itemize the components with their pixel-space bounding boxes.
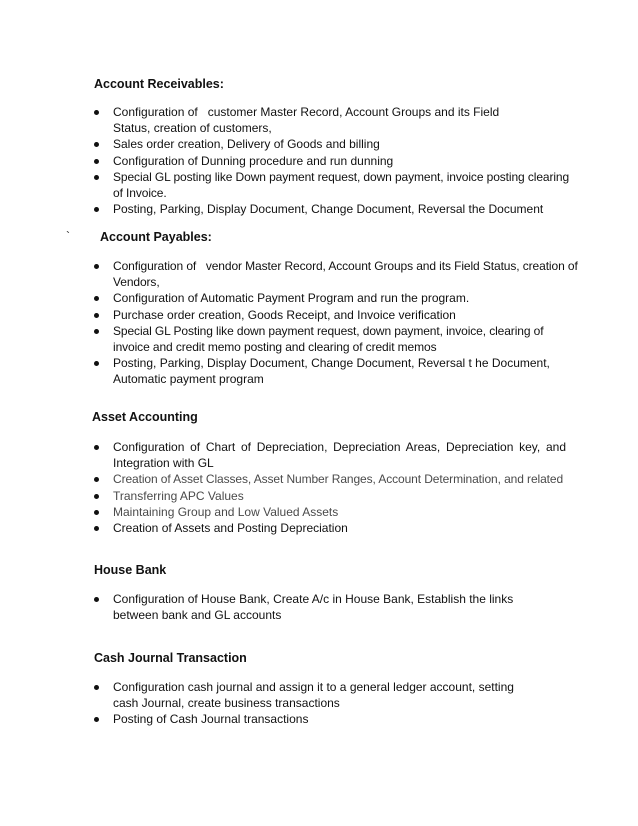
bullet-icon xyxy=(94,445,99,450)
list-item: Configuration of Automatic Payment Program and run the program. xyxy=(94,290,566,306)
list-item: Maintaining Group and Low Valued Assets xyxy=(94,504,566,520)
list-item: Configuration of customer Master Record, Account Groups and its Field Status, creation of customers, xyxy=(94,104,533,136)
bullet-icon xyxy=(94,110,99,115)
bullet-icon xyxy=(94,717,99,722)
list-item: Configuration of Dunning procedure and run dunning xyxy=(94,153,566,169)
bullet-icon xyxy=(94,142,99,147)
list-item: Posting, Parking, Display Document, Change Document, Reversal t he Document, Automatic payment program xyxy=(94,355,553,387)
asset-accounting-list xyxy=(94,439,566,536)
account-payables-list xyxy=(94,258,581,388)
list-item: Transferring APC Values xyxy=(94,488,566,504)
bullet-icon xyxy=(94,296,99,301)
bullet-icon xyxy=(94,159,99,164)
list-item: Configuration cash journal and assign it to a general ledger account, setting cash Journal, create business transactions xyxy=(94,679,541,711)
account-receivables-list xyxy=(94,104,570,217)
cash-journal-list xyxy=(94,679,566,728)
section-heading-account-receivables: Account Receivables: xyxy=(94,77,224,91)
bullet-icon xyxy=(94,361,99,366)
list-item: Posting, Parking, Display Document, Change Document, Reversal the Document xyxy=(94,201,566,217)
bullet-icon xyxy=(94,510,99,515)
list-item: Configuration of House Bank, Create A/c in House Bank, Establish the links between bank and GL accounts xyxy=(94,591,553,623)
stray-backtick-mark: ` xyxy=(66,229,70,243)
list-item: Creation of Assets and Posting Depreciation xyxy=(94,520,566,536)
bullet-icon xyxy=(94,264,99,269)
bullet-icon xyxy=(94,597,99,602)
section-heading-account-payables: Account Payables: xyxy=(100,230,212,244)
bullet-icon xyxy=(94,207,99,212)
bullet-icon xyxy=(94,685,99,690)
bullet-icon xyxy=(94,526,99,531)
bullet-icon xyxy=(94,477,99,482)
section-heading-asset-accounting: Asset Accounting xyxy=(92,410,198,424)
list-item: Sales order creation, Delivery of Goods and billing xyxy=(94,136,566,152)
bullet-icon xyxy=(94,329,99,334)
list-item: Creation of Asset Classes, Asset Number Ranges, Account Determination, and related xyxy=(94,471,566,487)
house-bank-list xyxy=(94,591,566,623)
list-item: Purchase order creation, Goods Receipt, and Invoice verification xyxy=(94,307,566,323)
list-item: Posting of Cash Journal transactions xyxy=(94,711,566,727)
bullet-icon xyxy=(94,175,99,180)
section-heading-house-bank: House Bank xyxy=(94,563,167,577)
bullet-icon xyxy=(94,313,99,318)
section-heading-cash-journal-transaction: Cash Journal Transaction xyxy=(94,651,247,665)
list-item: Configuration of vendor Master Record, Account Groups and its Field Status, creation of Vendors, xyxy=(94,258,579,290)
bullet-icon xyxy=(94,494,99,499)
list-item: Configuration of Chart of Depreciation, Depreciation Areas, Depreciation key, and Integration with GL xyxy=(94,439,566,471)
list-item: Special GL Posting like down payment request, down payment, invoice, clearing of invoice and credit memo posting and clearing of credit memos xyxy=(94,323,573,355)
list-item: Special GL posting like Down payment request, down payment, invoice posting clearing of Invoice. xyxy=(94,169,579,201)
